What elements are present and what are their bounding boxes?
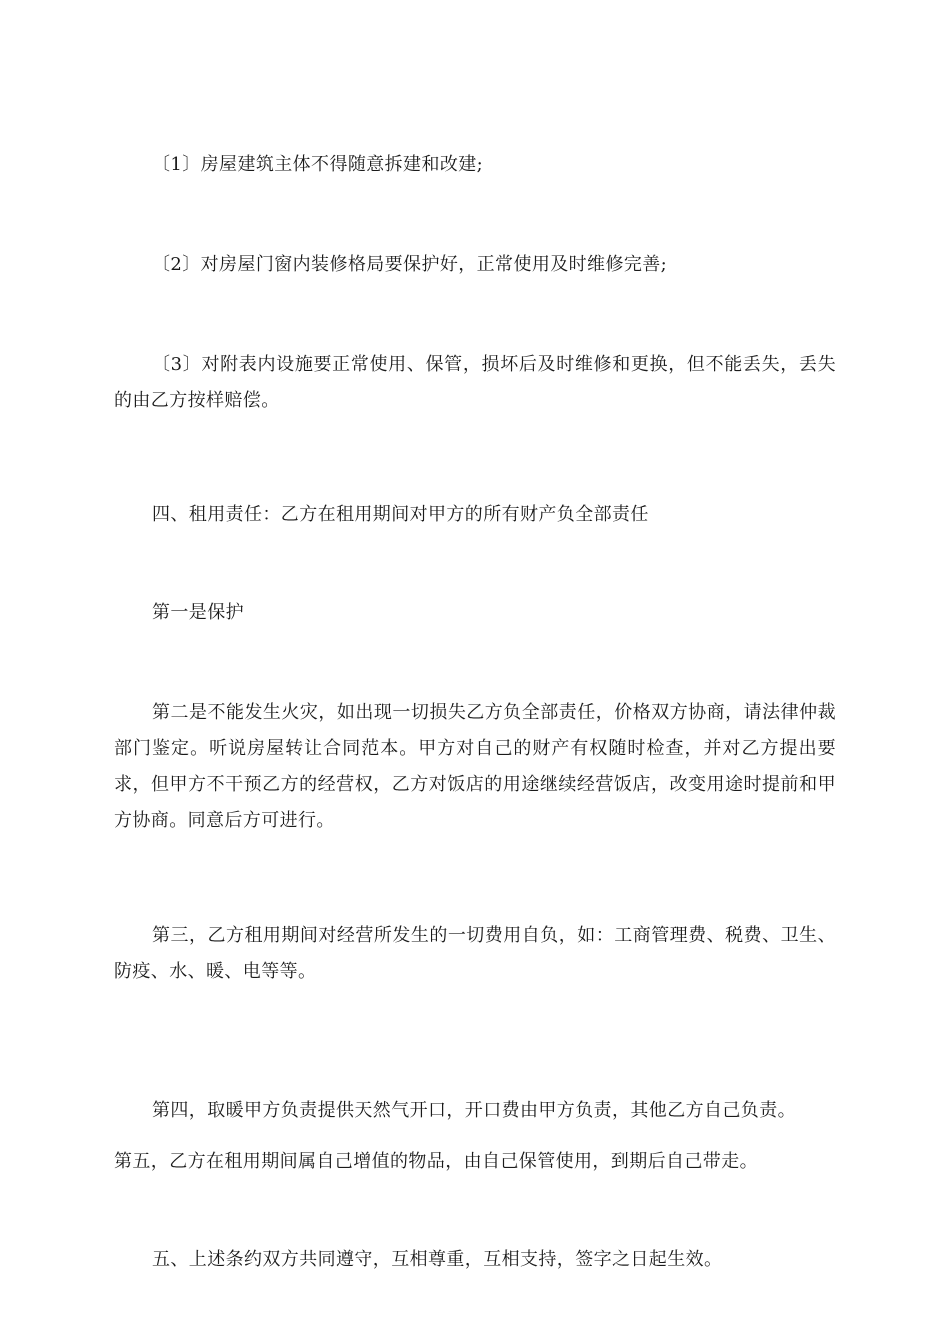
item-fifth-belongings: 第五，乙方在租用期间属自己增值的物品，由自己保管使用，到期后自己带走。 (114, 1151, 758, 1172)
clause-1-structure: 〔1〕房屋建筑主体不得随意拆建和改建; (152, 154, 484, 175)
item-fourth-heating: 第四，取暖甲方负责提供天然气开口，开口费由甲方负责，其他乙方自己负责。 (152, 1100, 796, 1121)
item-first-protection: 第一是保护 (152, 602, 244, 623)
section-4-heading: 四、租用责任：乙方在租用期间对甲方的所有财产负全部责任 (152, 504, 649, 525)
clause-2-doors-windows: 〔2〕对房屋门窗内装修格局要保护好，正常使用及时维修完善; (152, 254, 668, 275)
item-third-expenses: 第三，乙方租用期间对经营所发生的一切费用自负，如：工商管理费、税费、卫生、防疫、水、暖、电等等。 (114, 925, 836, 982)
section-5-effect: 五、上述条约双方共同遵守，互相尊重，互相支持，签字之日起生效。 (152, 1249, 723, 1270)
item-second-fire: 第二是不能发生火灾，如出现一切损失乙方负全部责任，价格双方协商，请法律仲裁部门鉴定。听说房屋转让合同范本。甲方对自己的财产有权随时检查，并对乙方提出要求，但甲方不干预乙方的经营权，乙方对饭店的用途继续经营饭店，改变用途时提前和甲方协商。同意后方可进行。 (114, 702, 836, 831)
clause-3-facilities: 〔3〕对附表内设施要正常使用、保管，损坏后及时维修和更换，但不能丢失，丢失的由乙方按样赔偿。 (114, 354, 836, 411)
